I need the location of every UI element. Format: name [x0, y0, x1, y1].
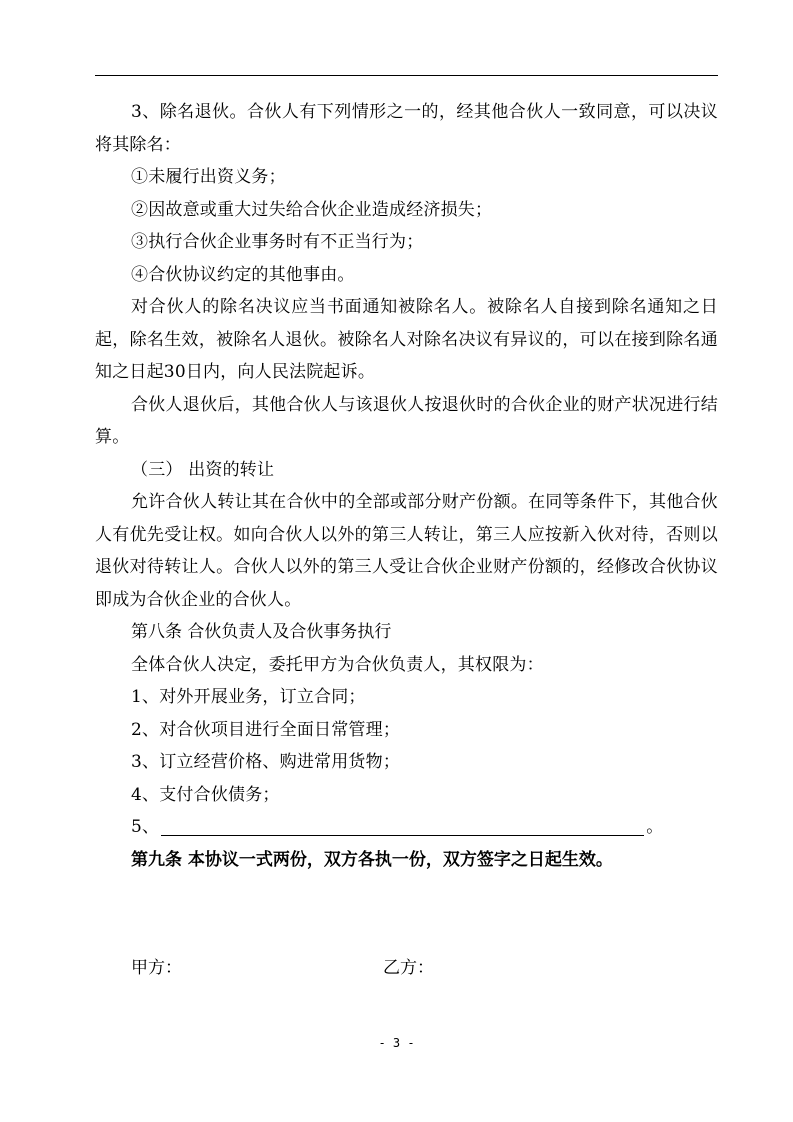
- settlement-paragraph: 合伙人退伙后，其他合伙人与该退伙人按退伙时的合伙企业的财产状况进行结算。: [95, 394, 718, 447]
- item-5-blank-line[interactable]: [161, 815, 644, 836]
- article-9-text: 第九条 本协议一式两份，双方各执一份，双方签字之日起生效。: [131, 849, 613, 870]
- article-8-item-2: 2、对合伙项目进行全面日常管理；: [131, 719, 401, 740]
- transfer-paragraph: 允许合伙人转让其在合伙中的全部或部分财产份额。在同等条件下，其他合伙人有优先受让权。如向合伙人以外的第三人转让，第三人应按新入伙对待，否则以退伙对待转让人。合伙人以外的第三人受让合伙企业财产份额的，经修改合伙协议即成为合伙企业的合伙人。: [95, 492, 718, 610]
- page-number: - 3 -: [378, 1036, 415, 1050]
- expulsion-reason-1: ①未履行出资义务；: [131, 167, 286, 187]
- article-8-intro: 全体合伙人决定，委托甲方为合伙负责人，其权限为：: [131, 654, 544, 675]
- expulsion-reason-2: ②因故意或重大过失给合伙企业造成经济损失；: [131, 199, 493, 220]
- section-transfer-heading: （三） 出资的转让: [131, 459, 275, 480]
- article-8-heading: 第八条 合伙负责人及合伙事务执行: [131, 622, 392, 642]
- expulsion-notice-paragraph: 对合伙人的除名决议应当书面通知被除名人。被除名人自接到除名通知之日起，除名生效，被除名人退伙。被除名人对除名决议有异议的，可以在接到除名通知之日起30日内，向人民法院起诉。: [95, 297, 718, 382]
- item-5-number: 5、: [131, 817, 160, 837]
- party-b-signature-label: 乙方：: [383, 958, 434, 978]
- article-8-item-1: 1、对外开展业务，订立合同；: [131, 687, 366, 707]
- document-body: [95, 96, 718, 876]
- item-5-period: 。: [646, 817, 664, 837]
- expulsion-reason-4: ④合伙协议约定的其他事由。: [131, 264, 355, 285]
- article-8-item-4: 4、支付合伙债务；: [131, 784, 280, 805]
- party-a-signature-label: 甲方：: [131, 958, 182, 978]
- header-rule: [95, 75, 718, 76]
- expulsion-reason-3: ③执行合伙企业事务时有不正当行为；: [131, 232, 424, 252]
- article-8-item-3: 3、订立经营价格、购进常用货物；: [131, 752, 401, 772]
- article-8-item-5: [95, 811, 718, 844]
- clause-expulsion: 3、除名退伙。合伙人有下列情形之一的，经其他合伙人一致同意，可以决议将其除名：: [95, 102, 718, 155]
